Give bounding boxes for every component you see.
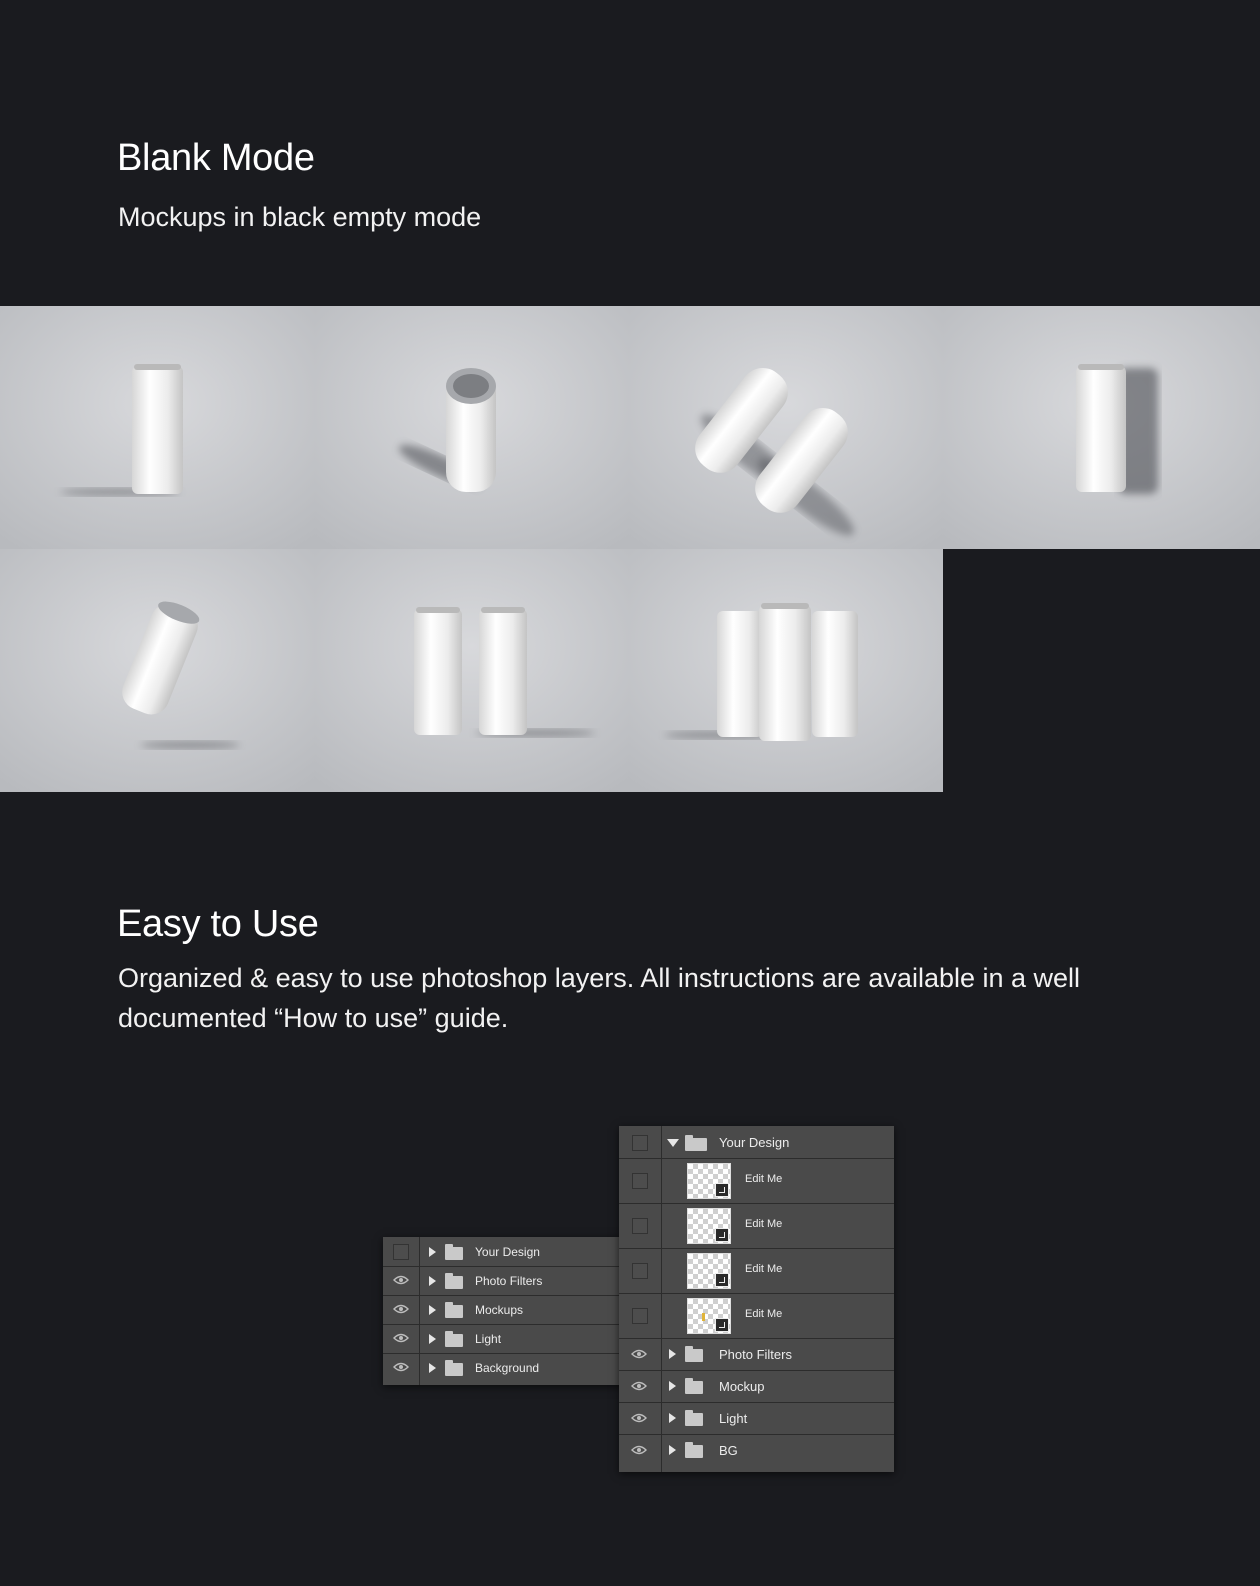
expand-arrow-icon[interactable] [669, 1349, 676, 1359]
blank-mode-title: Blank Mode [117, 137, 315, 179]
layer-row-edit-me[interactable] [619, 1293, 894, 1339]
folder-icon [685, 1349, 703, 1362]
smart-object-icon [715, 1183, 729, 1197]
eye-icon[interactable] [393, 1362, 409, 1372]
smart-object-thumbnail[interactable] [687, 1298, 731, 1334]
layer-row-bg[interactable] [619, 1434, 894, 1468]
smart-object-thumbnail[interactable] [687, 1208, 731, 1244]
design-mark [702, 1313, 705, 1321]
expand-arrow-icon[interactable] [429, 1247, 436, 1257]
layer-row-edit-me[interactable] [619, 1158, 894, 1204]
expand-arrow-icon[interactable] [669, 1413, 676, 1423]
layer-row-photo-filters[interactable] [383, 1266, 635, 1296]
collapse-arrow-icon[interactable] [667, 1139, 679, 1147]
layer-row-background[interactable] [383, 1353, 635, 1383]
layer-row-your-design[interactable] [383, 1237, 635, 1267]
layer-row-photo-filters[interactable] [619, 1338, 894, 1371]
layer-label: Edit Me [745, 1263, 783, 1275]
layer-label: Background [475, 1361, 540, 1375]
eye-icon[interactable] [631, 1413, 647, 1423]
smart-object-thumbnail[interactable] [687, 1253, 731, 1289]
folder-icon [445, 1334, 463, 1347]
blank-mode-subtitle: Mockups in black empty mode [118, 202, 482, 232]
eye-icon[interactable] [393, 1304, 409, 1314]
easy-to-use-title: Easy to Use [117, 903, 319, 945]
layer-label: Photo Filters [719, 1347, 792, 1362]
visibility-toggle-empty[interactable] [632, 1308, 648, 1324]
open-folder-icon [685, 1138, 707, 1151]
gallery-tile-2 [315, 306, 629, 549]
layer-group-your-design[interactable] [619, 1126, 894, 1159]
gallery-tile-6 [315, 549, 629, 792]
layer-label: Light [475, 1332, 502, 1346]
expand-arrow-icon[interactable] [669, 1381, 676, 1391]
smart-object-icon [715, 1318, 729, 1332]
visibility-toggle-empty[interactable] [632, 1173, 648, 1189]
folder-icon [445, 1247, 463, 1260]
layer-row-mockup[interactable] [619, 1370, 894, 1403]
folder-icon [445, 1276, 463, 1289]
folder-icon [445, 1363, 463, 1376]
folder-icon [685, 1381, 703, 1394]
expand-arrow-icon[interactable] [429, 1305, 436, 1315]
visibility-toggle-empty[interactable] [632, 1135, 648, 1151]
easy-to-use-subtitle: Organized & easy to use photoshop layers. All instructions are available in a well documented “How to use” guide. [118, 963, 1081, 1033]
eye-icon[interactable] [631, 1381, 647, 1391]
layer-label: Edit Me [745, 1173, 783, 1185]
folder-icon [445, 1305, 463, 1318]
layer-label: Your Design [475, 1245, 540, 1259]
expand-arrow-icon[interactable] [669, 1445, 676, 1455]
layer-row-light[interactable] [383, 1324, 635, 1354]
gallery-tile-7 [629, 549, 943, 792]
eye-icon[interactable] [393, 1333, 409, 1343]
folder-icon [685, 1445, 703, 1458]
layer-label: Your Design [719, 1135, 790, 1150]
smart-object-thumbnail[interactable] [687, 1163, 731, 1199]
layers-panel-large [619, 1126, 894, 1472]
layer-row-edit-me[interactable] [619, 1203, 894, 1249]
layer-row-edit-me[interactable] [619, 1248, 894, 1294]
layer-label: Light [719, 1411, 748, 1426]
layer-row-mockups[interactable] [383, 1295, 635, 1325]
layer-label: Photo Filters [475, 1274, 543, 1288]
layer-label: Edit Me [745, 1308, 783, 1320]
layer-label: Edit Me [745, 1218, 783, 1230]
layers-panel-small [383, 1237, 635, 1385]
smart-object-icon [715, 1228, 729, 1242]
eye-icon[interactable] [631, 1349, 647, 1359]
layer-row-light[interactable] [619, 1402, 894, 1435]
smart-object-icon [715, 1273, 729, 1287]
gallery-tile-1 [0, 306, 315, 549]
gallery-tile-3 [629, 306, 943, 549]
layer-label: BG [719, 1443, 738, 1458]
eye-icon[interactable] [393, 1275, 409, 1285]
gallery-tile-4 [943, 306, 1260, 549]
expand-arrow-icon[interactable] [429, 1363, 436, 1373]
gallery-tile-5 [0, 549, 315, 792]
expand-arrow-icon[interactable] [429, 1276, 436, 1286]
visibility-toggle-empty[interactable] [632, 1218, 648, 1234]
expand-arrow-icon[interactable] [429, 1334, 436, 1344]
visibility-toggle-empty[interactable] [632, 1263, 648, 1279]
visibility-toggle-empty[interactable] [393, 1244, 409, 1260]
layer-label: Mockups [475, 1303, 524, 1317]
eye-icon[interactable] [631, 1445, 647, 1455]
folder-icon [685, 1413, 703, 1426]
layer-label: Mockup [719, 1379, 765, 1394]
